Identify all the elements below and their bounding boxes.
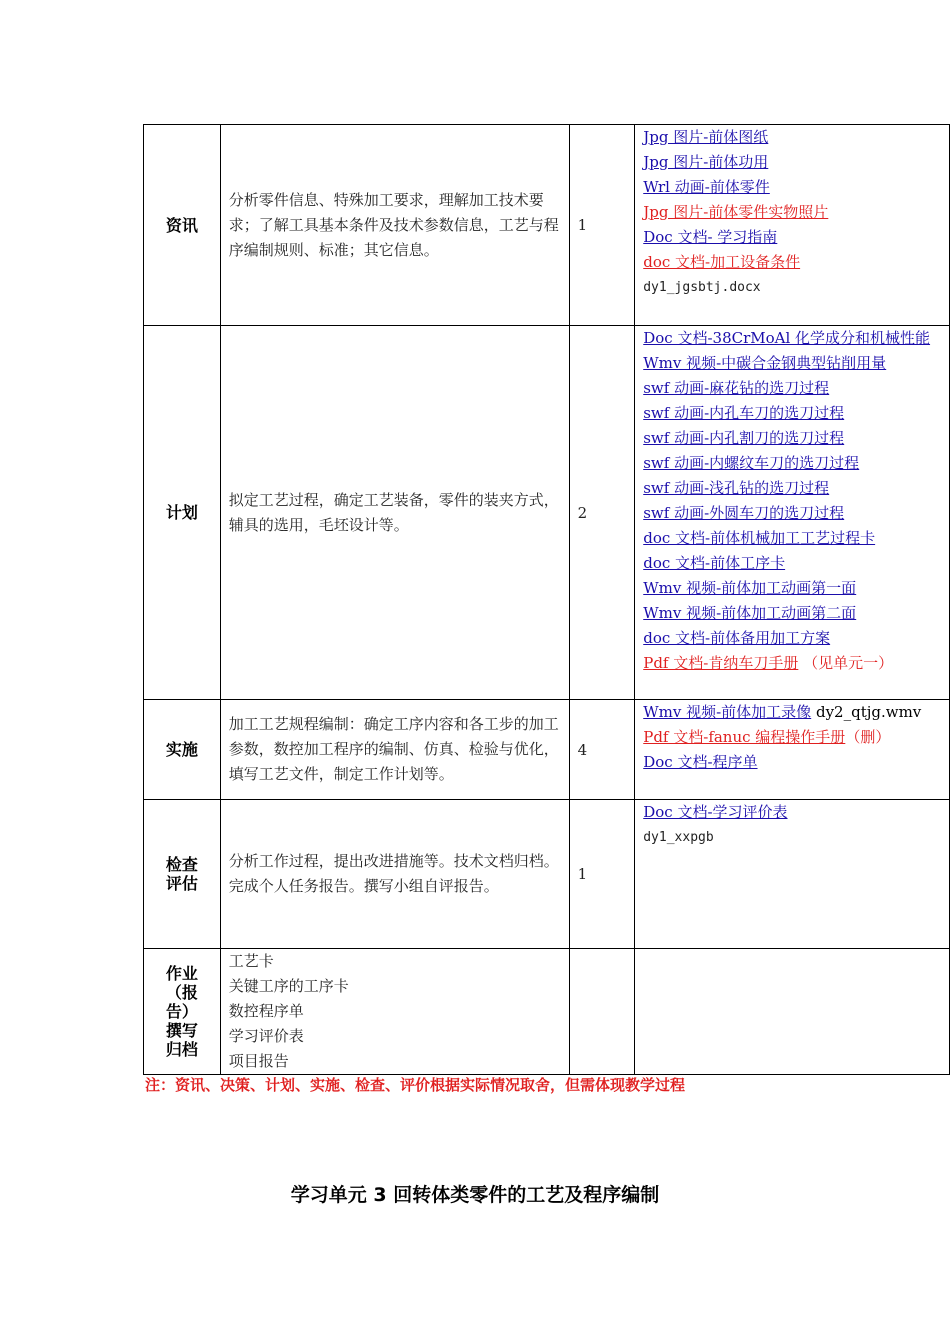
resource-link[interactable]: swf 动画-内孔车刀的选刀过程 [643,404,845,422]
table-row [144,949,950,1075]
phase-line: 评估 [165,874,198,893]
resource-link[interactable]: Doc 文档- 学习指南 [643,228,778,246]
resource-link[interactable]: Doc 文档-38CrMoAl 化学成分和机械性能 [643,329,931,347]
resource-note: （见单元一） [803,654,894,672]
resource-link[interactable]: Wmv 视频-前体加工录像 [643,703,812,721]
deliverable-item: 关键工序的工序卡 [228,977,349,995]
deliverable-item: 学习评价表 [228,1027,304,1045]
resource-note: （删） [845,728,891,746]
resource-link[interactable]: Wmv 视频-前体加工动画第一面 [643,579,857,597]
phase-cell [144,949,221,1075]
hours-cell: 1 [569,125,635,326]
phase-line: 告） [165,1002,198,1021]
table-note: 注：资讯、决策、计划、实施、检查、评价根据实际情况取舍，但需体现教学过程 [145,1076,686,1094]
resource-cell [635,700,950,800]
resource-link[interactable]: swf 动画-浅孔钻的选刀过程 [643,479,830,497]
resource-link[interactable]: doc 文档-前体工序卡 [643,554,786,572]
deliverable-item: 数控程序单 [228,1002,304,1020]
phase-line: 检查 [165,855,198,874]
resource-cell [635,326,950,700]
hours-cell: 2 [569,326,635,700]
resource-link[interactable]: doc 文档-加工设备条件 [643,253,801,271]
phase-cell: 资讯 [144,125,221,326]
phase-cell [144,800,221,949]
file-name: dy1_xxpgb [643,830,714,845]
content-cell: 拟定工艺过程，确定工艺装备，零件的装夹方式，辅具的选用，毛坯设计等。 [220,326,569,700]
resource-link[interactable]: swf 动画-麻花钻的选刀过程 [643,379,830,397]
hours-cell [569,949,635,1075]
resource-link[interactable]: Wrl 动画-前体零件 [643,178,770,196]
phase-line: 归档 [165,1040,198,1059]
file-name: dy1_jgsbtj.docx [643,280,761,295]
resource-link[interactable]: Wmv 视频-中碳合金钢典型钻削用量 [643,354,887,372]
resource-cell [635,125,950,326]
resource-link[interactable]: Doc 文档-学习评价表 [643,803,788,821]
resource-link[interactable]: doc 文档-前体备用加工方案 [643,629,831,647]
deliverable-item: 项目报告 [228,1052,289,1070]
phase-line: 作业 [165,964,198,983]
resource-cell [635,949,950,1075]
resource-link[interactable]: swf 动画-外圆车刀的选刀过程 [643,504,845,522]
resource-line [643,651,941,676]
resource-link[interactable]: Jpg 图片-前体零件实物照片 [643,203,829,221]
resource-link[interactable]: Jpg 图片-前体功用 [643,153,769,171]
resource-line [643,700,941,725]
resource-link[interactable]: Wmv 视频-前体加工动画第二面 [643,604,857,622]
phase-cell: 计划 [144,326,221,700]
content-cell: 分析零件信息、特殊加工要求，理解加工技术要求；了解工具基本条件及技术参数信息，工艺与程序编制规则、标准；其它信息。 [220,125,569,326]
table-row [144,800,950,949]
resource-link[interactable]: swf 动画-内螺纹车刀的选刀过程 [643,454,860,472]
resource-link[interactable]: Pdf 文档-fanuc 编程操作手册 [643,728,846,746]
resource-line [643,725,941,750]
resource-cell [635,800,950,949]
resource-link[interactable]: Doc 文档-程序单 [643,753,758,771]
phase-cell: 实施 [144,700,221,800]
resource-link[interactable]: swf 动画-内孔割刀的选刀过程 [643,429,845,447]
phase-line: （报 [165,983,198,1002]
table-row [144,700,950,800]
hours-cell: 4 [569,700,635,800]
resource-link[interactable]: Jpg 图片-前体图纸 [643,128,769,146]
unit-title: 学习单元 3 回转体类零件的工艺及程序编制 [290,1184,660,1206]
file-name: dy2_qtjg.wmv [815,703,922,721]
content-cell: 分析工作过程，提出改进措施等。技术文档归档。完成个人任务报告。撰写小组自评报告。 [220,800,569,949]
content-cell [220,949,569,1075]
resource-link[interactable]: Pdf 文档-肯纳车刀手册 [643,654,799,672]
table-row [144,125,950,326]
resource-link[interactable]: doc 文档-前体机械加工工艺过程卡 [643,529,876,547]
phase-line: 撰写 [165,1021,198,1040]
learning-table [143,124,950,1075]
deliverable-item: 工艺卡 [228,952,274,970]
table-row [144,326,950,700]
content-cell: 加工工艺规程编制：确定工序内容和各工步的加工参数，数控加工程序的编制、仿真、检验与优化，填写工艺文件，制定工作计划等。 [220,700,569,800]
hours-cell: 1 [569,800,635,949]
